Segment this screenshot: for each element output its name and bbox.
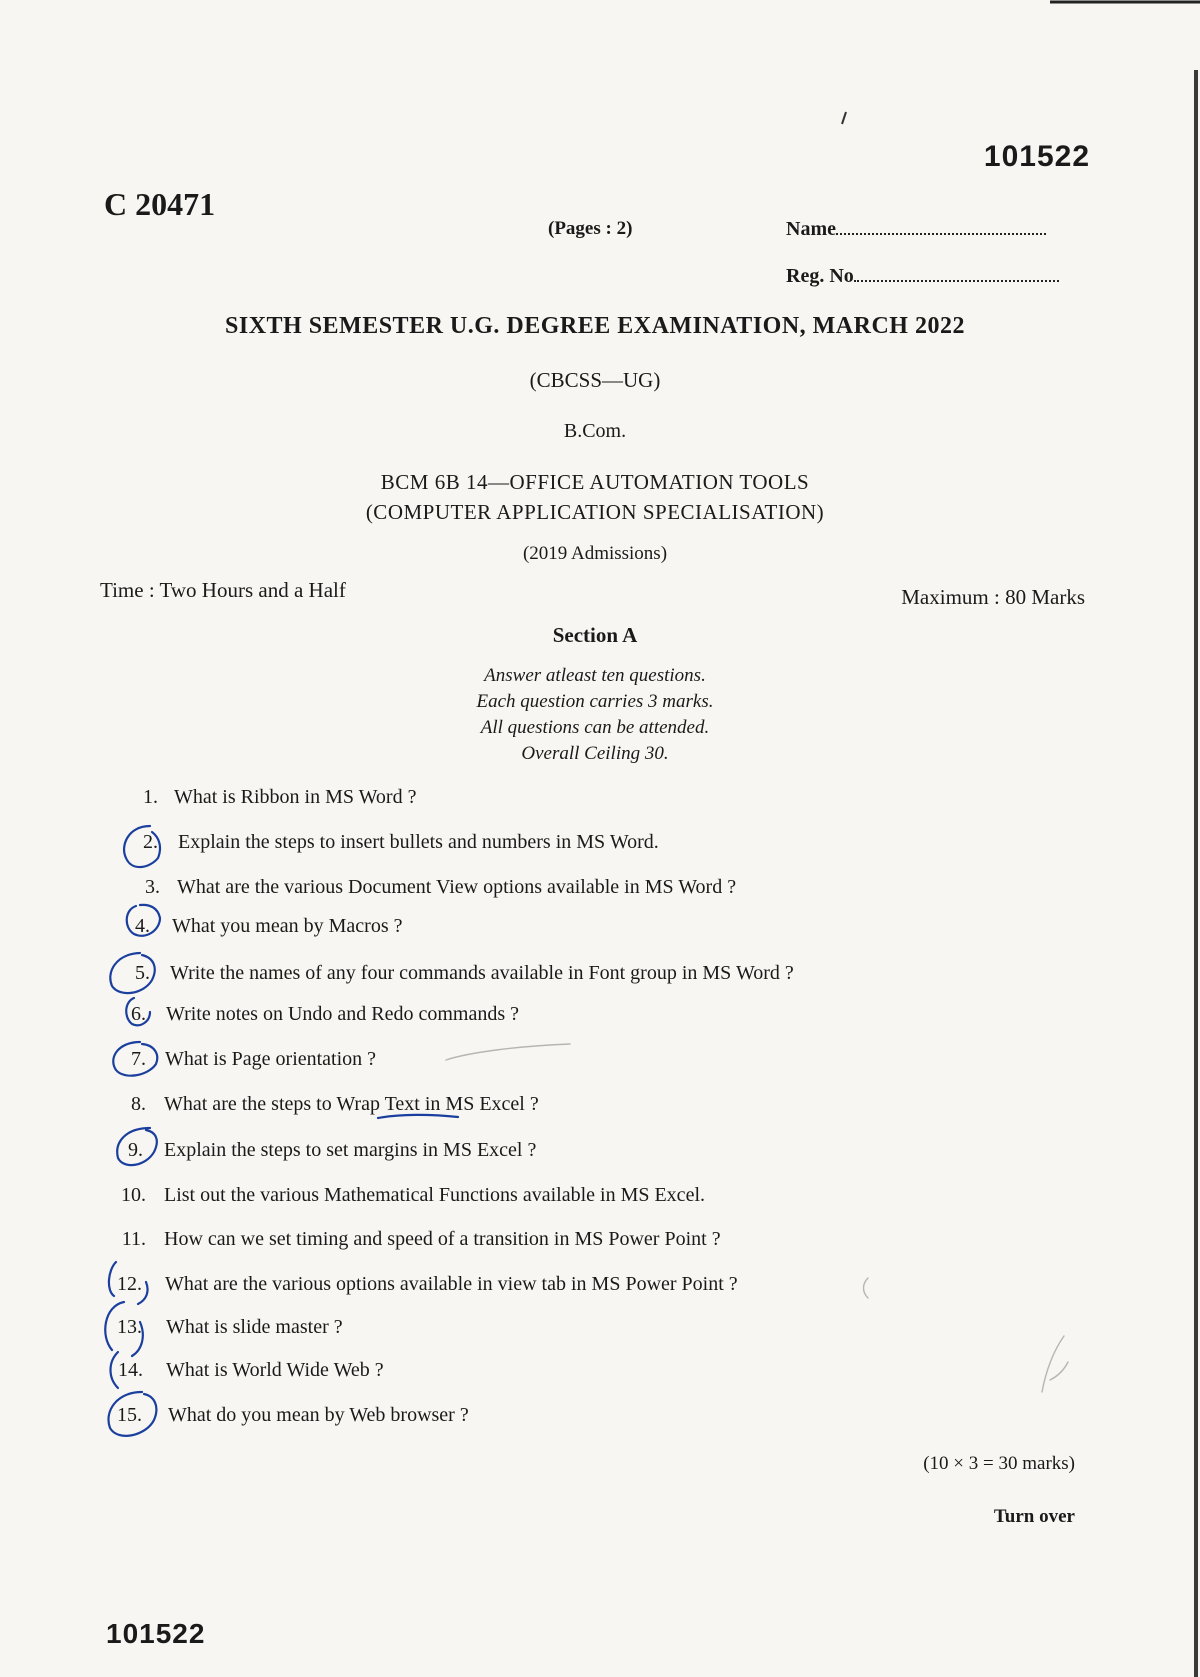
pen-circle-q5 bbox=[110, 953, 154, 993]
question-number: 1. bbox=[143, 786, 158, 808]
question-number: 3. bbox=[145, 876, 160, 898]
faint-pencil-mark bbox=[446, 1044, 570, 1060]
question-text: Explain the steps to insert bullets and numbers in MS Word. bbox=[178, 831, 659, 853]
question-number: 2. bbox=[143, 831, 158, 853]
question-text: Explain the steps to set margins in MS Excel ? bbox=[164, 1139, 537, 1161]
pen-circle-q2 bbox=[124, 826, 160, 867]
exam-title: SIXTH SEMESTER U.G. DEGREE EXAMINATION, MARCH 2022 bbox=[225, 313, 965, 339]
paper-code: C 20471 bbox=[104, 186, 216, 222]
pen-circle-q4 bbox=[127, 905, 160, 936]
pen-circle-q6 bbox=[126, 998, 150, 1025]
question-text: What is Ribbon in MS Word ? bbox=[174, 786, 417, 808]
question-number: 12. bbox=[117, 1273, 142, 1295]
section-a-title: Section A bbox=[552, 623, 638, 647]
question-number: 7. bbox=[131, 1048, 146, 1070]
instruction-line: Answer atleast ten questions. bbox=[484, 665, 706, 686]
bottom-code: 101522 bbox=[106, 1618, 206, 1649]
question-text: What are the steps to Wrap Text in MS Excel ? bbox=[164, 1093, 539, 1115]
faint-pencil-mark bbox=[1042, 1336, 1068, 1392]
question-number: 11. bbox=[121, 1228, 146, 1250]
question-number: 15. bbox=[117, 1404, 142, 1426]
pen-circle-q7 bbox=[113, 1042, 157, 1076]
question-text: Write notes on Undo and Redo commands ? bbox=[166, 1003, 520, 1025]
course-title: BCM 6B 14—OFFICE AUTOMATION TOOLS bbox=[380, 470, 810, 494]
question-number: 14. bbox=[118, 1359, 143, 1381]
name-label: Name bbox=[786, 218, 836, 240]
question-text: How can we set timing and speed of a transition in MS Power Point ? bbox=[164, 1228, 721, 1250]
pen-circle-q9 bbox=[117, 1128, 157, 1165]
marks-summary: (10 × 3 = 30 marks) bbox=[923, 1453, 1075, 1474]
question-number: 8. bbox=[131, 1093, 146, 1115]
question-number: 4. bbox=[135, 915, 150, 937]
stray-tick-mark bbox=[842, 112, 846, 124]
instruction-line: All questions can be attended. bbox=[480, 717, 710, 738]
top-code: 101522 bbox=[983, 140, 1090, 173]
turn-over: Turn over bbox=[993, 1506, 1075, 1527]
pen-circle-q13 bbox=[105, 1302, 143, 1356]
question-number: 5. bbox=[135, 962, 150, 984]
question-text: What do you mean by Web browser ? bbox=[168, 1404, 469, 1426]
max-marks: Maximum : 80 Marks bbox=[901, 585, 1085, 609]
question-text: What are the various Document View options available in MS Word ? bbox=[177, 876, 737, 898]
pen-underline-wrap bbox=[378, 1115, 458, 1118]
question-text: Write the names of any four commands available in Font group in MS Word ? bbox=[170, 962, 794, 984]
question-text: What are the various options available in view tab in MS Power Point ? bbox=[165, 1273, 738, 1295]
exam-time: Time : Two Hours and a Half bbox=[100, 578, 346, 602]
reg-no-label: Reg. No bbox=[786, 265, 854, 287]
exam-scheme: (CBCSS—UG) bbox=[529, 368, 661, 392]
pen-circle-q12 bbox=[109, 1262, 148, 1304]
degree: B.Com. bbox=[563, 420, 627, 442]
question-text: What is slide master ? bbox=[166, 1316, 343, 1338]
pen-circle-q15 bbox=[108, 1392, 156, 1436]
question-number: 10. bbox=[121, 1184, 146, 1206]
instruction-line: Each question carries 3 marks. bbox=[476, 691, 714, 712]
question-text: What is Page orientation ? bbox=[165, 1048, 377, 1070]
faint-pencil-mark bbox=[864, 1278, 869, 1298]
question-text: What is World Wide Web ? bbox=[166, 1359, 384, 1381]
question-text: What you mean by Macros ? bbox=[172, 915, 403, 937]
course-specialisation: (COMPUTER APPLICATION SPECIALISATION) bbox=[365, 500, 825, 524]
question-text: List out the various Mathematical Functions available in MS Excel. bbox=[164, 1184, 705, 1206]
question-number: 6. bbox=[131, 1003, 146, 1025]
instruction-line: Overall Ceiling 30. bbox=[521, 743, 669, 764]
admissions: (2019 Admissions) bbox=[522, 543, 668, 564]
question-number: 9. bbox=[128, 1139, 143, 1161]
pen-circle-q14 bbox=[111, 1352, 119, 1388]
pages-count: (Pages : 2) bbox=[548, 218, 633, 239]
question-number: 13. bbox=[117, 1316, 142, 1338]
